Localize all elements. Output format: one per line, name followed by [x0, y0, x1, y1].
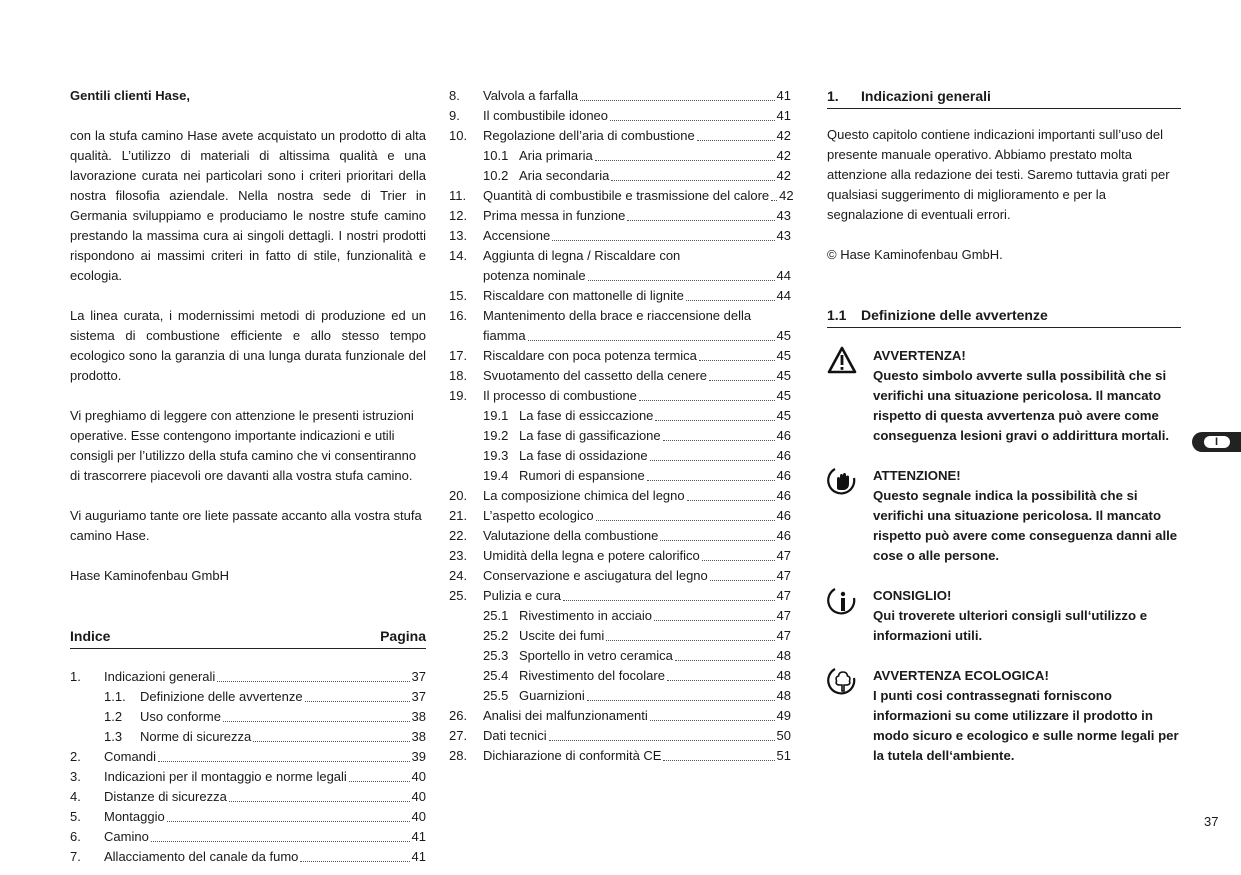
language-tab	[1192, 432, 1241, 452]
toc-leader	[660, 540, 774, 541]
toc-leader	[686, 300, 775, 301]
page-number: 37	[1204, 814, 1219, 829]
toc-number: 15.	[449, 288, 468, 303]
language-tab-label: I	[1204, 436, 1230, 448]
toc-entry	[70, 667, 426, 687]
toc-leader	[563, 600, 774, 601]
toc-page: 46	[776, 428, 791, 443]
toc-number: 12.	[449, 208, 468, 223]
toc-leader	[697, 140, 775, 141]
toc-list-1	[70, 667, 426, 867]
toc-page: 41	[776, 88, 791, 103]
index-title: Indice	[70, 628, 111, 644]
toc-title: Mantenimento della brace e riaccensione della	[483, 308, 752, 323]
toc-title: Rivestimento del focolare	[519, 668, 665, 683]
toc-number: 10.	[449, 128, 468, 143]
toc-page: 41	[411, 849, 426, 864]
toc-list-2	[449, 86, 794, 766]
toc-leader	[771, 200, 777, 201]
toc-number: 24.	[449, 568, 468, 583]
toc-page: 46	[776, 508, 791, 523]
toc-page: 40	[411, 789, 426, 804]
toc-leader	[158, 761, 410, 762]
toc-leader	[552, 240, 774, 241]
toc-title: Pulizia e cura	[483, 588, 562, 603]
toc-title: La composizione chimica del legno	[483, 488, 685, 503]
toc-leader	[687, 500, 775, 501]
toc-entry	[70, 787, 426, 807]
toc-subnumber: 10.2	[483, 168, 509, 183]
toc-title: Quantità di combustibile e trasmissione del calore	[483, 188, 770, 203]
toc-number: 26.	[449, 708, 468, 723]
toc-number: 3.	[70, 769, 81, 784]
toc-leader	[650, 720, 775, 721]
intro-paragraph: La linea curata, i modernissimi metodi di produzione ed un sistema di combustione efficiente e allo stesso tempo ecologico sono la garanzia di una lunga durata funzionale del prodotto.	[70, 308, 426, 383]
toc-number: 16.	[449, 308, 468, 323]
toc-subentry	[449, 406, 791, 426]
info-icon	[827, 586, 873, 646]
toc-subentry	[449, 426, 791, 446]
toc-title: Distanze di sicurezza	[104, 789, 227, 804]
toc-leader	[654, 620, 775, 621]
intro-paragraph: Vi auguriamo tante ore liete passate accanto alla vostra stufa camino Hase.	[70, 508, 422, 543]
toc-page: 48	[776, 688, 791, 703]
toc-entry	[449, 746, 791, 766]
toc-page: 39	[411, 749, 426, 764]
toc-entry	[449, 246, 791, 266]
toc-subnumber: 19.4	[483, 468, 509, 483]
toc-subentry	[449, 666, 791, 686]
toc-title: Comandi	[104, 749, 157, 764]
toc-page: 49	[776, 708, 791, 723]
toc-number: 19.	[449, 388, 468, 403]
toc-page: 45	[776, 348, 791, 363]
toc-entry	[449, 346, 791, 366]
toc-page: 45	[776, 328, 791, 343]
toc-number: 18.	[449, 368, 468, 383]
toc-leader	[639, 400, 775, 401]
section-1-number: 1.	[827, 88, 839, 104]
section-1-1-title: Definizione delle avvertenze	[861, 307, 1048, 323]
toc-subentry	[449, 166, 791, 186]
toc-title: Definizione delle avvertenze	[140, 689, 303, 704]
toc-subentry	[70, 707, 426, 727]
toc-page: 42	[779, 188, 794, 203]
toc-page: 38	[411, 709, 426, 724]
section-1-title: Indicazioni generali	[861, 88, 991, 104]
toc-entry	[449, 106, 791, 126]
toc-title: La fase di essiccazione	[519, 408, 654, 423]
toc-entry	[449, 546, 791, 566]
toc-leader	[650, 460, 775, 461]
toc-title: Valvola a farfalla	[483, 88, 579, 103]
toc-subentry	[449, 466, 791, 486]
toc-page: 48	[776, 668, 791, 683]
toc-subnumber: 19.1	[483, 408, 509, 423]
toc-subnumber: 25.2	[483, 628, 509, 643]
toc-number: 7.	[70, 849, 81, 864]
toc-page: 45	[776, 408, 791, 423]
toc-entry	[70, 747, 426, 767]
toc-number: 8.	[449, 88, 460, 103]
toc-title: La fase di gassificazione	[519, 428, 661, 443]
toc-leader	[610, 120, 775, 121]
toc-subentry	[449, 686, 791, 706]
index-page-label: Pagina	[380, 628, 426, 644]
toc-number: 21.	[449, 508, 468, 523]
toc-leader	[528, 340, 775, 341]
toc-title: Norme di sicurezza	[140, 729, 252, 744]
toc-title: Analisi dei malfunzionamenti	[483, 708, 648, 723]
toc-entry	[449, 126, 791, 146]
toc-subnumber: 25.1	[483, 608, 509, 623]
toc-number: 9.	[449, 108, 460, 123]
toc-page: 38	[411, 729, 426, 744]
toc-page: 48	[776, 648, 791, 663]
toc-number: 14.	[449, 248, 468, 263]
toc-leader	[702, 560, 775, 561]
toc-entry	[449, 186, 794, 206]
notice-text: Questo segnale indica la possibilità che si verifichi una situazione pericolosa. Il mancato rispetto può avere come conseguenza danni alle cose o alle persone.	[873, 488, 1178, 563]
toc-number: 11.	[449, 188, 467, 203]
toc-entry	[449, 366, 791, 386]
toc-title: Riscaldare con poca potenza termica	[483, 348, 697, 363]
toc-leader	[647, 480, 775, 481]
toc-page: 44	[776, 268, 791, 283]
toc-title: Rumori di espansione	[519, 468, 645, 483]
notice-warning	[827, 346, 1181, 446]
hand-stop-icon	[827, 466, 873, 566]
notice-tip	[827, 586, 1181, 646]
toc-title: Allacciamento del canale da fumo	[104, 849, 299, 864]
toc-number: 1.	[70, 669, 81, 684]
toc-entry	[449, 706, 791, 726]
toc-entry-continued	[449, 266, 791, 286]
toc-page: 42	[776, 128, 791, 143]
toc-entry	[449, 226, 791, 246]
toc-leader	[167, 821, 410, 822]
toc-subnumber: 10.1	[483, 148, 509, 163]
toc-title: Il combustibile idoneo	[483, 108, 609, 123]
toc-leader	[229, 801, 410, 802]
toc-column-2	[449, 86, 794, 766]
toc-page: 40	[411, 809, 426, 824]
toc-leader	[587, 700, 775, 701]
toc-leader	[655, 420, 774, 421]
toc-title: Aria secondaria	[519, 168, 610, 183]
toc-page: 46	[776, 488, 791, 503]
notice-label: AVVERTENZA!	[873, 348, 966, 363]
toc-entry-continued	[449, 326, 791, 346]
toc-number: 2.	[70, 749, 81, 764]
intro-paragraph: Vi preghiamo di leggere con attenzione le presenti istruzioni operative. Esse contengono importante indicazioni e utili consigli per l’utilizzo della stufa camino che vi consentiranno di trascorrere piacevoli ore davanti alla vostra stufa camino.	[70, 408, 417, 483]
toc-entry	[449, 86, 791, 106]
toc-title: fiamma	[483, 328, 526, 343]
toc-number: 13.	[449, 228, 468, 243]
toc-leader	[223, 721, 410, 722]
toc-entry	[70, 827, 426, 847]
toc-number: 27.	[449, 728, 468, 743]
toc-title: Il processo di combustione	[483, 388, 637, 403]
toc-number: 5.	[70, 809, 81, 824]
toc-page: 37	[411, 669, 426, 684]
notice-label: CONSIGLIO!	[873, 588, 952, 603]
toc-title: Uscite dei fumi	[519, 628, 605, 643]
toc-leader	[595, 160, 775, 161]
toc-page: 41	[776, 108, 791, 123]
toc-leader	[709, 380, 775, 381]
toc-entry	[449, 306, 791, 326]
toc-leader	[549, 740, 775, 741]
toc-entry	[449, 566, 791, 586]
toc-leader	[588, 280, 775, 281]
toc-page: 46	[776, 468, 791, 483]
toc-title: Rivestimento in acciaio	[519, 608, 652, 623]
toc-title: Valutazione della combustione	[483, 528, 659, 543]
toc-page: 47	[776, 628, 791, 643]
notice-text: I punti cosi contrassegnati forniscono informazioni su come utilizzare il prodotto in modo sicuro e ecologico e sulle norme legali per la tutela dell‘ambiente.	[873, 688, 1179, 763]
section-1-1-heading	[827, 305, 1181, 328]
toc-subentry	[70, 687, 426, 707]
toc-entry	[70, 807, 426, 827]
toc-leader	[710, 580, 775, 581]
toc-title: Dati tecnici	[483, 728, 547, 743]
toc-title: Conservazione e asciugatura del legno	[483, 568, 708, 583]
section-column	[827, 86, 1181, 766]
toc-title: Uso conforme	[140, 709, 221, 724]
toc-entry	[449, 386, 791, 406]
toc-entry	[449, 526, 791, 546]
toc-title: Regolazione dell’aria di combustione	[483, 128, 695, 143]
toc-title: Montaggio	[104, 809, 165, 824]
toc-title: L’aspetto ecologico	[483, 508, 594, 523]
toc-leader	[253, 741, 409, 742]
toc-page: 47	[776, 588, 791, 603]
toc-number: 17.	[449, 348, 468, 363]
toc-title: Aggiunta di legna / Riscaldare con	[483, 248, 681, 263]
toc-title: potenza nominale	[483, 268, 586, 283]
notice-eco	[827, 666, 1181, 766]
toc-entry	[449, 206, 791, 226]
toc-page: 43	[776, 228, 791, 243]
notice-attention	[827, 466, 1181, 566]
index-header	[70, 626, 426, 649]
toc-subentry	[449, 446, 791, 466]
toc-title: Riscaldare con mattonelle di lignite	[483, 288, 684, 303]
toc-leader	[699, 360, 775, 361]
toc-page: 47	[776, 548, 791, 563]
toc-leader	[300, 861, 409, 862]
toc-title: Umidità della legna e potere calorifico	[483, 548, 700, 563]
toc-page: 47	[776, 608, 791, 623]
toc-entry	[70, 847, 426, 867]
copyright: © Hase Kaminofenbau GmbH.	[827, 247, 1003, 262]
warning-triangle-icon	[827, 346, 873, 446]
toc-subnumber: 1.3	[104, 729, 123, 744]
toc-number: 23.	[449, 548, 468, 563]
notice-text: Qui troverete ulteriori consigli sull‘utilizzo e informazioni utili.	[873, 608, 1148, 643]
toc-entry	[449, 726, 791, 746]
toc-leader	[667, 680, 775, 681]
toc-subentry	[449, 606, 791, 626]
toc-subnumber: 19.3	[483, 448, 509, 463]
notice-text: Questo simbolo avverte sulla possibilità che si verifichi una situazione pericolosa. Il mancato rispetto di questa avvertenza può avere come conseguenza lesioni gravi o addirittura mortali.	[873, 368, 1170, 443]
toc-title: Dichiarazione di conformità CE	[483, 748, 662, 763]
notice-label: ATTENZIONE!	[873, 468, 961, 483]
toc-subnumber: 19.2	[483, 428, 509, 443]
toc-number: 28.	[449, 748, 468, 763]
toc-subnumber: 25.4	[483, 668, 509, 683]
toc-page: 46	[776, 448, 791, 463]
toc-title: Indicazioni per il montaggio e norme legali	[104, 769, 347, 784]
toc-leader	[596, 520, 775, 521]
toc-entry	[449, 586, 791, 606]
toc-title: Camino	[104, 829, 149, 844]
toc-subentry	[449, 626, 791, 646]
toc-number: 6.	[70, 829, 81, 844]
toc-subnumber: 1.2	[104, 709, 123, 724]
toc-title: Svuotamento del cassetto della cenere	[483, 368, 708, 383]
toc-subentry	[449, 646, 791, 666]
toc-page: 41	[411, 829, 426, 844]
toc-entry	[449, 486, 791, 506]
toc-leader	[305, 701, 410, 702]
toc-number: 25.	[449, 588, 468, 603]
toc-entry	[449, 506, 791, 526]
toc-page: 37	[411, 689, 426, 704]
toc-number: 4.	[70, 789, 81, 804]
toc-page: 42	[776, 148, 791, 163]
section-1-body: Questo capitolo contiene indicazioni importanti sull’uso del presente manuale operativo. Abbiamo prestato molta attenzione alla redazione dei testi. Saremo tuttavia grati per qualsiasi suggerimento di miglioramento e per la segnalazione di eventuali errori.	[827, 127, 1170, 222]
toc-subentry	[449, 146, 791, 166]
intro-paragraph: con la stufa camino Hase avete acquistato un prodotto di alta qualità. L’utilizzo di materiali di altissima qualità e una lavorazione curata nei particolari sono i criteri prioritari della nostra filosofia aziendale. Nella nostra sede di Trier in Germania sviluppiamo e produciamo le nostre stufe camino prestando la massima cura ai singoli dettagli. I nostri prodotti rispondono ai massimi criteri in fatto di stile, funzionalità e ecologia.	[70, 128, 426, 283]
toc-title: Sportello in vetro ceramica	[519, 648, 673, 663]
toc-leader	[217, 681, 409, 682]
toc-title: Guarnizioni	[519, 688, 585, 703]
toc-leader	[663, 440, 775, 441]
toc-title: Accensione	[483, 228, 551, 243]
toc-leader	[663, 760, 774, 761]
toc-page: 47	[776, 568, 791, 583]
toc-page: 45	[776, 368, 791, 383]
toc-leader	[151, 841, 410, 842]
toc-leader	[611, 180, 774, 181]
toc-leader	[627, 220, 774, 221]
toc-entry	[449, 286, 791, 306]
toc-page: 50	[776, 728, 791, 743]
toc-subnumber: 1.1.	[104, 689, 126, 704]
toc-title: Prima messa in funzione	[483, 208, 626, 223]
toc-entry	[70, 767, 426, 787]
toc-leader	[675, 660, 775, 661]
toc-leader	[606, 640, 774, 641]
toc-page: 51	[776, 748, 791, 763]
toc-page: 40	[411, 769, 426, 784]
greeting: Gentili clienti Hase,	[70, 88, 190, 103]
toc-leader	[580, 100, 774, 101]
section-1-heading	[827, 86, 1181, 109]
toc-title: La fase di ossidazione	[519, 448, 648, 463]
toc-subnumber: 25.3	[483, 648, 509, 663]
tree-icon	[827, 666, 873, 766]
toc-subnumber: 25.5	[483, 688, 509, 703]
toc-title: Indicazioni generali	[104, 669, 216, 684]
toc-page: 44	[776, 288, 791, 303]
section-1-1-number: 1.1	[827, 307, 847, 323]
toc-page: 42	[776, 168, 791, 183]
intro-column	[70, 86, 426, 867]
toc-title: Aria primaria	[519, 148, 593, 163]
toc-number: 20.	[449, 488, 468, 503]
toc-subentry	[70, 727, 426, 747]
notice-label: AVVERTENZA ECOLOGICA!	[873, 668, 1049, 683]
toc-page: 46	[776, 528, 791, 543]
toc-leader	[349, 781, 410, 782]
toc-number: 22.	[449, 528, 468, 543]
toc-page: 45	[776, 388, 791, 403]
toc-page: 43	[776, 208, 791, 223]
signature-company: Hase Kaminofenbau GmbH	[70, 568, 229, 583]
